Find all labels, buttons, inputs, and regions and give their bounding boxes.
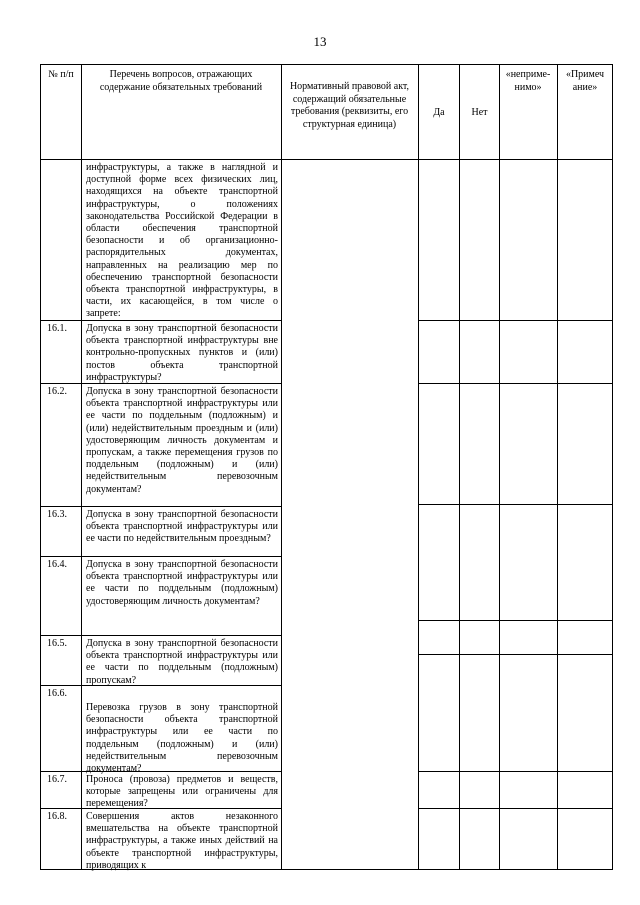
col-divider-normative [418,65,419,869]
col-divider-na [557,65,558,869]
col-divider-yes [459,65,460,869]
row-divider [41,506,281,507]
row-question: Проноса (провоза) предметов и веществ, которые запрещены или ограничены для перемещения? [86,774,278,810]
header-no: Нет [471,107,488,118]
row-divider [418,320,612,321]
row-divider [418,383,612,384]
header-divider [41,159,612,160]
row-divider [41,635,281,636]
row-divider [418,654,612,655]
row-divider [41,556,281,557]
row-divider [418,620,612,621]
checklist-table [40,64,613,870]
row-question: Перевозка грузов в зону транспортной безопасности объекта транспортной инфраструктуры или ее части по поддельным (подложным) и (или) недействительным перевозочным документам? [86,702,278,775]
col-divider-no [499,65,500,869]
row-number: 16.8. [47,811,67,822]
row-divider [418,504,612,505]
page-number: 13 [313,34,327,49]
row-question: Совершения актов незаконного вмешательства на объекте транспортной инфраструктуры, а также иных действий на объекте транспортной инфраструктуры, приводящих к [86,811,278,871]
row-question: Допуска в зону транспортной безопасности объекта транспортной инфраструктуры или ее части по поддельным (подложным) удостоверяющим личность документам? [86,559,278,607]
row-question: Допуска в зону транспортной безопасности объекта транспортной инфраструктуры вне контрольно-пропускных пунктов и (или) постов объекта транспортной инфраструктуры? [86,323,278,383]
header-questions: Перечень вопросов, отражающих содержание обязательных требований [99,69,263,93]
row-divider [418,808,612,809]
row-number: 16.2. [47,386,67,397]
row-number: 16.1. [47,323,67,334]
col-divider-num [81,65,82,869]
header-note: «Примеч ание» [565,69,605,93]
row-number: 16.3. [47,509,67,520]
row-question: Допуска в зону транспортной безопасности объекта транспортной инфраструктуры или ее части по недействительным проездным? [86,509,278,545]
header-yes: Да [433,107,445,118]
continuation-text: инфраструктуры, а также в наглядной и доступной форме всех физических лиц, находящихся на объекте транспортной инфраструктуры, о положениях законодательства Российской Федерации в области обеспечения транспортной безопасности и об организационно-распорядительных документах, направленных на реализацию мер по обеспечению транспортной безопасности объекта транспортной инфраструктуры, в части, их касающейся, в том числе о запрете: [86,162,278,320]
row-number: 16.5. [47,638,67,649]
header-not-applicable: «неприме-нимо» [505,69,551,93]
col-divider-questions [281,65,282,869]
row-question: Допуска в зону транспортной безопасности объекта транспортной инфраструктуры или ее части по поддельным (подложным) пропускам? [86,638,278,686]
row-divider [418,771,612,772]
row-number: 16.4. [47,559,67,570]
row-question: Допуска в зону транспортной безопасности объекта транспортной инфраструктуры или ее части по поддельным (подложным) и (или) недействительным проездным и (или) удостоверяющим личность документам и пропускам, а также перемещения грузов по поддельным (подложным) и (или) недействительным перевозочным документам? [86,386,278,495]
row-number: 16.6. [47,688,67,699]
row-number: 16.7. [47,774,67,785]
header-num: № п/п [48,69,74,80]
header-normative: Нормативный правовой акт, содержащий обязательные требования (реквизиты, его структурная единица) [289,81,410,130]
